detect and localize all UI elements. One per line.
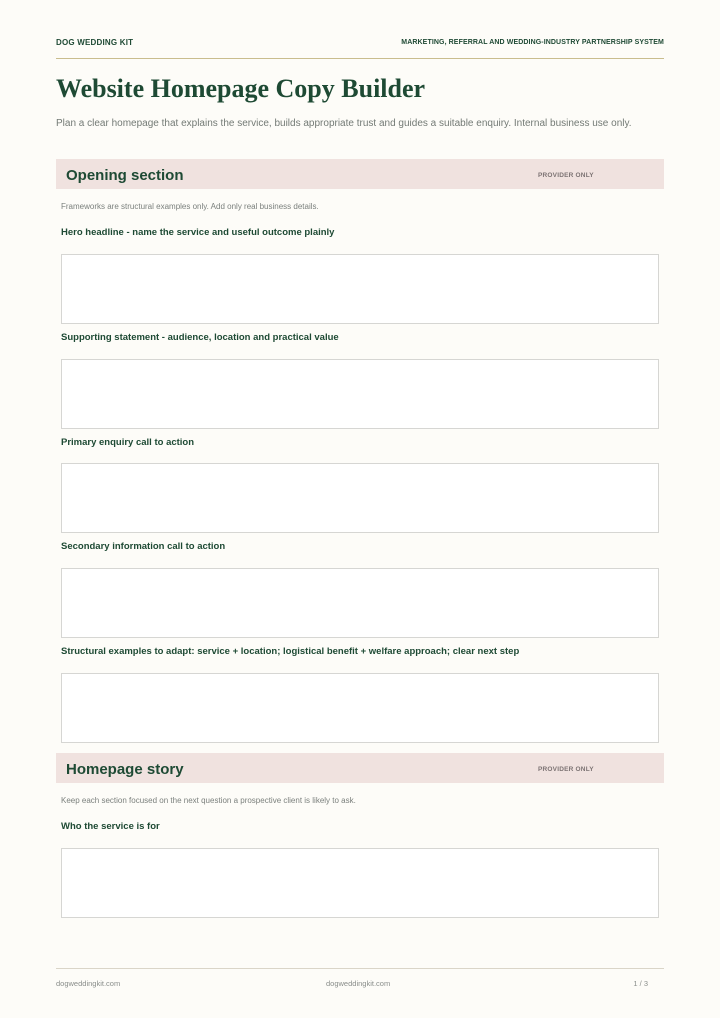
primary-cta-label: Primary enquiry call to action (61, 437, 195, 448)
footer-website: dogweddingkit.com (56, 979, 121, 988)
provider-only-badge: PROVIDER ONLY (538, 172, 594, 179)
section-title: Homepage story (66, 761, 184, 778)
section-title: Opening section (66, 167, 184, 184)
provider-only-badge: PROVIDER ONLY (538, 766, 594, 773)
system-name: MARKETING, REFERRAL AND WEDDING-INDUSTRY PARTNERSHIP SYSTEM (401, 39, 664, 46)
section-header-opening (56, 159, 664, 189)
secondary-cta-field[interactable] (61, 568, 659, 638)
page-subtitle: Plan a clear homepage that explains the service, builds appropriate trust and guides a suitable enquiry. Internal business use only. (56, 118, 632, 129)
primary-cta-field[interactable] (61, 463, 659, 533)
supporting-statement-field[interactable] (61, 359, 659, 429)
structural-examples-label: Structural examples to adapt: service + location; logistical benefit + welfare approach; clear next step (61, 646, 520, 657)
section-note: Keep each section focused on the next question a prospective client is likely to ask. (61, 796, 356, 805)
page-footer (56, 968, 664, 989)
who-service-for-label: Who the service is for (61, 821, 160, 832)
hero-headline-field[interactable] (61, 254, 659, 324)
supporting-statement-label: Supporting statement - audience, location and practical value (61, 332, 339, 343)
page-title: Website Homepage Copy Builder (56, 74, 426, 103)
section-header-homepage-story (56, 753, 664, 783)
section-note: Frameworks are structural examples only. Add only real business details. (61, 202, 319, 211)
page-number: 1 / 3 (633, 979, 648, 988)
top-header (56, 38, 664, 59)
structural-examples-field[interactable] (61, 673, 659, 743)
secondary-cta-label: Secondary information call to action (61, 541, 226, 552)
footer-website-center: dogweddingkit.com (326, 979, 391, 988)
hero-headline-label: Hero headline - name the service and useful outcome plainly (61, 227, 335, 238)
who-service-for-field[interactable] (61, 848, 659, 918)
brand-name: DOG WEDDING KIT (56, 38, 134, 47)
